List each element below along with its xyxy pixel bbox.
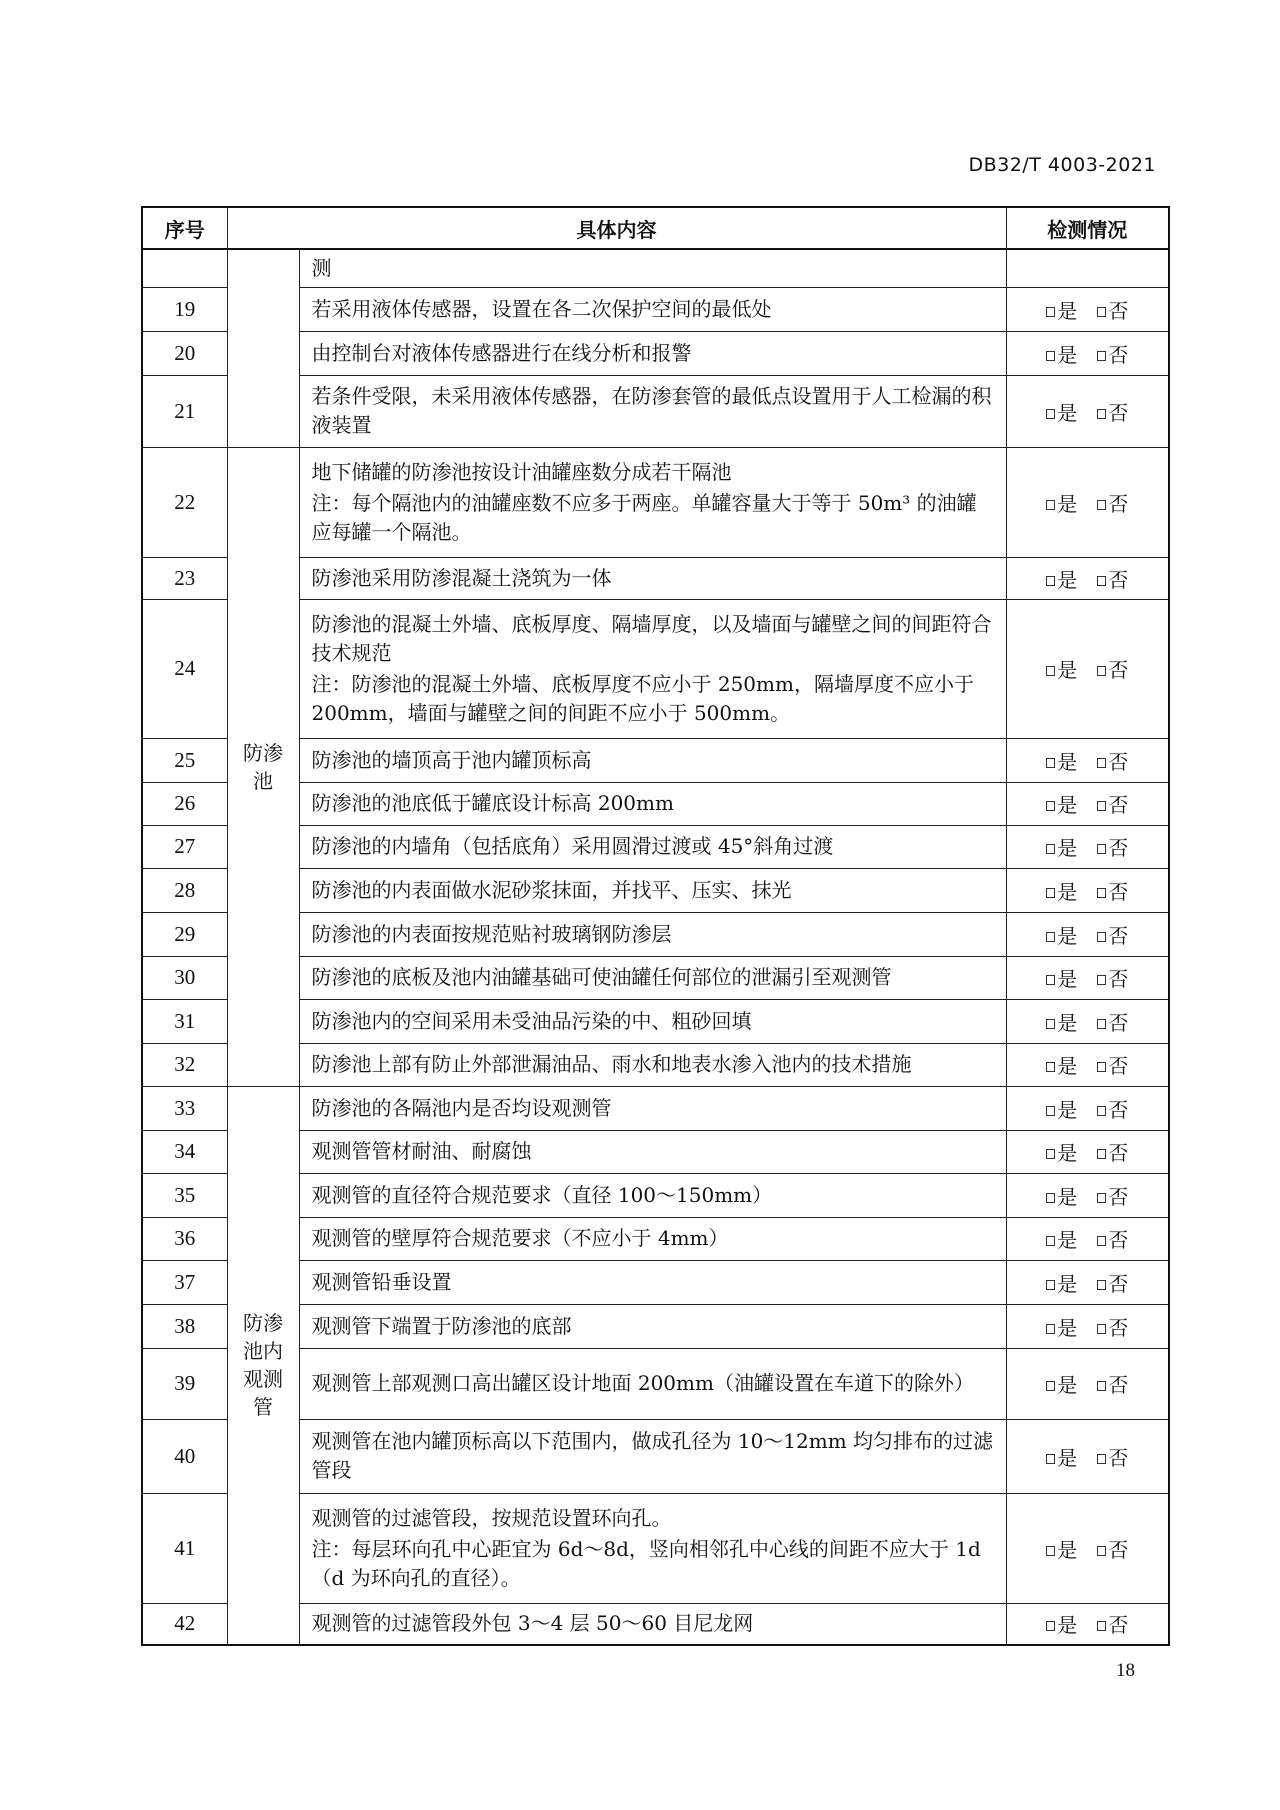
no-checkbox[interactable]: [1097, 746, 1128, 775]
yes-checkbox[interactable]: [1046, 876, 1077, 905]
row-content: [299, 1419, 1006, 1493]
checkbox-square-icon: [1046, 1546, 1055, 1556]
row-note: 注：防渗池的混凝土外墙、底板厚度不应小于 250mm，隔墙厚度不应小于 200mm，墙面与罐壁之间的间距不应小于 500mm。: [311, 671, 974, 725]
checkbox-square-icon: [1097, 351, 1106, 361]
row-check: [1006, 782, 1169, 825]
checkbox-square-icon: [1046, 975, 1055, 985]
no-checkbox[interactable]: [1097, 1094, 1128, 1123]
yes-checkbox[interactable]: [1046, 488, 1077, 517]
no-label: 否: [1108, 967, 1129, 991]
yes-checkbox[interactable]: [1046, 1094, 1077, 1123]
yes-label: 是: [1057, 1373, 1078, 1397]
row-content: [299, 447, 1006, 557]
row-seq: 40: [142, 1419, 227, 1493]
row-content: [299, 825, 1006, 868]
row-text: 观测管下端置于防渗池的底部: [311, 1313, 572, 1338]
no-label: 否: [1108, 879, 1129, 904]
row-seq: [142, 249, 227, 287]
no-label: 否: [1108, 1537, 1129, 1562]
no-checkbox[interactable]: [1097, 397, 1128, 426]
row-check: [1006, 1493, 1169, 1603]
yes-label: 是: [1057, 1613, 1078, 1638]
row-content: [299, 1493, 1006, 1603]
row-check: [1006, 1217, 1169, 1260]
row-seq: 28: [142, 868, 227, 912]
checkbox-square-icon: [1097, 1019, 1106, 1029]
row-seq: 19: [142, 287, 227, 331]
checkbox-square-icon: [1097, 975, 1106, 985]
yes-label: 是: [1057, 1054, 1078, 1078]
no-checkbox[interactable]: [1097, 832, 1128, 861]
row-check: [1006, 599, 1169, 738]
checkbox-square-icon: [1097, 758, 1106, 768]
yes-label: 是: [1057, 658, 1078, 682]
row-content: [299, 956, 1006, 999]
no-checkbox[interactable]: [1097, 1442, 1128, 1471]
row-seq: 31: [142, 999, 227, 1043]
row-seq: 37: [142, 1260, 227, 1304]
row-content: [299, 912, 1006, 956]
row-text: 由控制台对液体传感器进行在线分析和报警: [311, 340, 692, 365]
header-content: 具体内容: [227, 207, 1006, 249]
yes-checkbox[interactable]: [1046, 564, 1077, 593]
yes-checkbox[interactable]: [1046, 789, 1077, 818]
no-label: 否: [1108, 1054, 1129, 1078]
yes-checkbox[interactable]: [1046, 1312, 1077, 1341]
category-cell: [227, 447, 299, 1086]
row-seq: 34: [142, 1130, 227, 1173]
table-row: [142, 447, 1169, 557]
header-check: 检测情况: [1006, 207, 1169, 249]
yes-label: 是: [1057, 1445, 1078, 1470]
no-checkbox[interactable]: [1097, 920, 1128, 949]
row-text: 防渗池的墙顶高于池内罐顶标高: [311, 747, 592, 772]
no-checkbox[interactable]: [1097, 1050, 1128, 1079]
row-content: [299, 599, 1006, 738]
row-seq: 39: [142, 1348, 227, 1419]
yes-checkbox[interactable]: [1046, 1534, 1077, 1563]
no-label: 否: [1108, 1010, 1129, 1035]
no-label: 否: [1108, 567, 1129, 592]
no-checkbox[interactable]: [1097, 963, 1128, 992]
row-seq: 32: [142, 1043, 227, 1086]
row-check: [1006, 447, 1169, 557]
row-check: [1006, 956, 1169, 999]
checkbox-square-icon: [1097, 1062, 1106, 1072]
no-label: 否: [1108, 1141, 1129, 1165]
row-text: 观测管在池内罐顶标高以下范围内，做成孔径为 10～12mm 均匀排布的过滤管段: [311, 1429, 994, 1482]
yes-checkbox[interactable]: [1046, 1137, 1077, 1166]
row-check: [1006, 1043, 1169, 1086]
checkbox-square-icon: [1097, 888, 1106, 898]
inspection-table: [141, 206, 1170, 1646]
header-seq: 序号: [142, 207, 227, 249]
yes-checkbox[interactable]: [1046, 920, 1077, 949]
row-text: 防渗池的内表面做水泥砂浆抹面，并找平、压实、抹光: [311, 877, 792, 902]
no-label: 否: [1108, 1373, 1129, 1397]
no-label: 否: [1108, 1228, 1129, 1252]
row-seq: 29: [142, 912, 227, 956]
yes-label: 是: [1057, 923, 1078, 948]
row-text: 地下储罐的防渗池按设计油罐座数分成若干隔池: [311, 459, 732, 484]
row-content: [299, 1043, 1006, 1086]
row-seq: 35: [142, 1173, 227, 1217]
row-content: [299, 557, 1006, 599]
row-text: 防渗池的混凝土外墙、底板厚度、隔墙厚度，以及墙面与罐壁之间的间距符合技术规范: [311, 611, 992, 665]
no-checkbox[interactable]: [1097, 1369, 1128, 1398]
row-text: 观测管上部观测口高出罐区设计地面 200mm（油罐设置在车道下的除外）: [311, 1371, 974, 1395]
row-content: [299, 375, 1006, 447]
row-text: 观测管的过滤管段外包 3～4 层 50～60 目尼龙网: [311, 1611, 754, 1636]
no-checkbox[interactable]: [1097, 1268, 1128, 1297]
row-text: 观测管管材耐油、耐腐蚀: [311, 1139, 532, 1163]
no-label: 否: [1108, 658, 1129, 682]
checkbox-square-icon: [1046, 1193, 1055, 1203]
checkbox-square-icon: [1097, 1193, 1106, 1203]
yes-checkbox[interactable]: [1046, 295, 1077, 324]
row-seq: 33: [142, 1086, 227, 1130]
checkbox-square-icon: [1046, 801, 1055, 811]
row-content: [299, 249, 1006, 287]
yes-label: 是: [1057, 1010, 1078, 1035]
yes-label: 是: [1057, 298, 1078, 323]
yes-checkbox[interactable]: [1046, 339, 1077, 368]
row-seq: 21: [142, 375, 227, 447]
checkbox-square-icon: [1046, 1106, 1055, 1116]
row-content: [299, 868, 1006, 912]
row-check: [1006, 1419, 1169, 1493]
row-seq: 20: [142, 331, 227, 375]
no-checkbox[interactable]: [1097, 1312, 1128, 1341]
row-text: 观测管铅垂设置: [311, 1269, 452, 1294]
no-label: 否: [1108, 749, 1129, 774]
no-checkbox[interactable]: [1097, 1137, 1128, 1166]
row-seq: 27: [142, 825, 227, 868]
row-note: 注：每个隔池内的油罐座数不应多于两座。单罐容量大于等于 50m³ 的油罐应每罐一个隔池。: [311, 490, 977, 544]
no-checkbox[interactable]: [1097, 339, 1128, 368]
row-check: [1006, 1348, 1169, 1419]
checkbox-square-icon: [1097, 1324, 1106, 1334]
yes-checkbox[interactable]: [1046, 746, 1077, 775]
row-text: 防渗池的池底低于罐底设计标高 200mm: [311, 791, 674, 815]
no-checkbox[interactable]: [1097, 1609, 1128, 1638]
yes-label: 是: [1057, 342, 1078, 367]
category-cell: [227, 249, 299, 447]
checkbox-square-icon: [1097, 1106, 1106, 1116]
row-check: [1006, 738, 1169, 782]
row-seq: 23: [142, 557, 227, 599]
checkbox-square-icon: [1046, 1381, 1055, 1391]
no-checkbox[interactable]: [1097, 1181, 1128, 1210]
row-content: [299, 287, 1006, 331]
checkbox-square-icon: [1046, 351, 1055, 361]
checkbox-square-icon: [1046, 576, 1055, 586]
no-label: 否: [1108, 1613, 1129, 1638]
row-content: [299, 1304, 1006, 1348]
table-row: [142, 249, 1169, 287]
row-check: [1006, 375, 1169, 447]
no-label: 否: [1108, 793, 1129, 817]
checkbox-square-icon: [1097, 1381, 1106, 1391]
no-checkbox[interactable]: [1097, 1534, 1128, 1563]
checkbox-square-icon: [1097, 1149, 1106, 1159]
row-seq: 42: [142, 1603, 227, 1645]
category-cell: [227, 1086, 299, 1645]
no-checkbox[interactable]: [1097, 564, 1128, 593]
row-text: 防渗池上部有防止外部泄漏油品、雨水和地表水渗入池内的技术措施: [311, 1052, 912, 1076]
yes-label: 是: [1057, 1315, 1078, 1340]
row-note: 注：每层环向孔中心距宜为 6d～8d，竖向相邻孔中心线的间距不应大于 1d（d 为环向孔的直径）。: [311, 1536, 981, 1590]
row-content: [299, 782, 1006, 825]
yes-checkbox[interactable]: [1046, 1007, 1077, 1036]
row-content: [299, 331, 1006, 375]
checkbox-square-icon: [1046, 1324, 1055, 1334]
row-text: 观测管的过滤管段，按规范设置环向孔。: [311, 1505, 672, 1530]
checkbox-square-icon: [1046, 844, 1055, 854]
row-check: [1006, 1260, 1169, 1304]
row-text: 观测管的壁厚符合规范要求（不应小于 4mm）: [311, 1226, 729, 1250]
no-label: 否: [1108, 923, 1129, 948]
yes-label: 是: [1057, 836, 1078, 860]
row-text: 防渗池的各隔池内是否均设观测管: [311, 1095, 612, 1120]
checkbox-square-icon: [1097, 1621, 1106, 1631]
category-label: 防渗池: [243, 740, 283, 793]
checkbox-square-icon: [1046, 1236, 1055, 1246]
row-check: [1006, 912, 1169, 956]
row-content: [299, 1348, 1006, 1419]
yes-checkbox[interactable]: [1046, 1609, 1077, 1638]
checkbox-square-icon: [1097, 1454, 1106, 1464]
yes-label: 是: [1057, 967, 1078, 991]
no-label: 否: [1108, 1445, 1129, 1470]
yes-checkbox[interactable]: [1046, 963, 1077, 992]
table-row: [142, 1086, 1169, 1130]
checkbox-square-icon: [1097, 1236, 1106, 1246]
row-check: [1006, 249, 1169, 287]
table-header-row: [142, 207, 1169, 249]
no-checkbox[interactable]: [1097, 295, 1128, 324]
checkbox-square-icon: [1046, 1454, 1055, 1464]
no-label: 否: [1108, 400, 1129, 425]
yes-label: 是: [1057, 1271, 1078, 1296]
yes-checkbox[interactable]: [1046, 1181, 1077, 1210]
row-check: [1006, 868, 1169, 912]
checkbox-square-icon: [1046, 666, 1055, 676]
row-content: [299, 1173, 1006, 1217]
row-content: [299, 1086, 1006, 1130]
row-text: 测: [311, 255, 332, 280]
yes-checkbox[interactable]: [1046, 1442, 1077, 1471]
checkbox-square-icon: [1097, 666, 1106, 676]
row-check: [1006, 1304, 1169, 1348]
yes-checkbox[interactable]: [1046, 654, 1077, 683]
yes-checkbox[interactable]: [1046, 1268, 1077, 1297]
no-checkbox[interactable]: [1097, 789, 1128, 818]
row-text: 防渗池的内墙角（包括底角）采用圆滑过渡或 45°斜角过渡: [311, 834, 834, 858]
table-body: [142, 249, 1169, 1645]
yes-label: 是: [1057, 567, 1078, 592]
no-label: 否: [1108, 836, 1129, 860]
row-seq: 26: [142, 782, 227, 825]
row-seq: 22: [142, 447, 227, 557]
checkbox-square-icon: [1097, 844, 1106, 854]
row-content: [299, 738, 1006, 782]
row-seq: 30: [142, 956, 227, 999]
row-check: [1006, 331, 1169, 375]
checkbox-square-icon: [1097, 576, 1106, 586]
yes-checkbox[interactable]: [1046, 1369, 1077, 1398]
row-seq: 25: [142, 738, 227, 782]
row-text: 防渗池采用防渗混凝土浇筑为一体: [311, 565, 612, 590]
yes-label: 是: [1057, 1141, 1078, 1165]
checkbox-square-icon: [1046, 932, 1055, 942]
row-text: 防渗池的底板及池内油罐基础可使油罐任何部位的泄漏引至观测管: [311, 965, 892, 989]
no-label: 否: [1108, 1315, 1129, 1340]
row-check: [1006, 1603, 1169, 1645]
yes-label: 是: [1057, 1097, 1078, 1122]
row-seq: 24: [142, 599, 227, 738]
no-label: 否: [1108, 1097, 1129, 1122]
page-number: 18: [1116, 1660, 1135, 1681]
row-content: [299, 1130, 1006, 1173]
row-check: [1006, 1130, 1169, 1173]
row-check: [1006, 825, 1169, 868]
checkbox-square-icon: [1097, 1546, 1106, 1556]
row-content: [299, 1603, 1006, 1645]
yes-label: 是: [1057, 1537, 1078, 1562]
checkbox-square-icon: [1097, 932, 1106, 942]
no-checkbox[interactable]: [1097, 1007, 1128, 1036]
checkbox-square-icon: [1097, 307, 1106, 317]
row-content: [299, 1260, 1006, 1304]
checkbox-square-icon: [1046, 500, 1055, 510]
checkbox-square-icon: [1046, 307, 1055, 317]
row-seq: 38: [142, 1304, 227, 1348]
checkbox-square-icon: [1046, 1149, 1055, 1159]
row-seq: 41: [142, 1493, 227, 1603]
category-label: 防渗池内观测管: [243, 1311, 283, 1420]
no-label: 否: [1108, 491, 1129, 516]
yes-label: 是: [1057, 879, 1078, 904]
row-check: [1006, 999, 1169, 1043]
yes-checkbox[interactable]: [1046, 1224, 1077, 1253]
row-content: [299, 999, 1006, 1043]
row-text: 防渗池内的空间采用未受油品污染的中、粗砂回填: [311, 1008, 752, 1033]
checkbox-square-icon: [1046, 1062, 1055, 1072]
yes-checkbox[interactable]: [1046, 397, 1077, 426]
no-label: 否: [1108, 298, 1129, 323]
no-checkbox[interactable]: [1097, 876, 1128, 905]
row-text: 若采用液体传感器，设置在各二次保护空间的最低处: [311, 296, 772, 321]
checkbox-square-icon: [1046, 409, 1055, 419]
checkbox-square-icon: [1097, 1280, 1106, 1290]
checkbox-square-icon: [1046, 1019, 1055, 1029]
yes-label: 是: [1057, 491, 1078, 516]
no-label: 否: [1108, 1271, 1129, 1296]
yes-label: 是: [1057, 749, 1078, 774]
checkbox-square-icon: [1046, 1621, 1055, 1631]
checkbox-square-icon: [1046, 888, 1055, 898]
yes-label: 是: [1057, 793, 1078, 817]
yes-checkbox[interactable]: [1046, 832, 1077, 861]
row-check: [1006, 557, 1169, 599]
no-label: 否: [1108, 1184, 1129, 1209]
row-text: 观测管的直径符合规范要求（直径 100～150mm）: [311, 1182, 773, 1207]
checkbox-square-icon: [1097, 500, 1106, 510]
row-content: [299, 1217, 1006, 1260]
yes-label: 是: [1057, 400, 1078, 425]
row-text: 若条件受限，未采用液体传感器，在防渗套管的最低点设置用于人工检漏的积液装置: [311, 384, 992, 437]
row-check: [1006, 1173, 1169, 1217]
no-label: 否: [1108, 342, 1129, 367]
row-check: [1006, 287, 1169, 331]
checkbox-square-icon: [1046, 1280, 1055, 1290]
yes-checkbox[interactable]: [1046, 1050, 1077, 1079]
no-checkbox[interactable]: [1097, 654, 1128, 683]
row-check: [1006, 1086, 1169, 1130]
no-checkbox[interactable]: [1097, 1224, 1128, 1253]
checkbox-square-icon: [1097, 801, 1106, 811]
row-seq: 36: [142, 1217, 227, 1260]
yes-label: 是: [1057, 1228, 1078, 1252]
document-code: DB32/T 4003-2021: [968, 154, 1156, 176]
no-checkbox[interactable]: [1097, 488, 1128, 517]
checkbox-square-icon: [1097, 409, 1106, 419]
checkbox-square-icon: [1046, 758, 1055, 768]
row-text: 防渗池的内表面按规范贴衬玻璃钢防渗层: [311, 921, 672, 946]
yes-label: 是: [1057, 1184, 1078, 1209]
